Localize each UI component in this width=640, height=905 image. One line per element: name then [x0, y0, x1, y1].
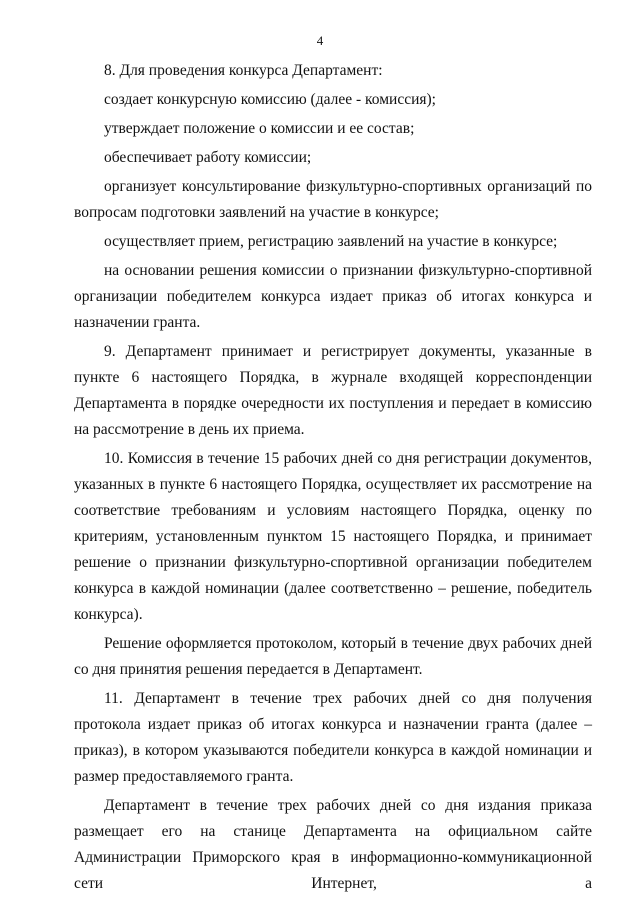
paragraph-11-publication: Департамент в течение трех рабочих дней со дня издания приказа размещает его на станице Департамента на официальном сайте Администрации Приморского края в информационно-коммуникационной сети Интернет, а [74, 797, 592, 892]
paragraph-10-decision: Решение оформляется протоколом, который в течение двух рабочих дней со дня принятия решения передается в Департамент. [74, 635, 592, 678]
document-body [74, 58, 592, 897]
paragraph-8-item-order: на основании решения комиссии о признании физкультурно-спортивной организации победителем конкурса издает приказ об итогах конкурса и назначении гранта. [74, 262, 592, 331]
paragraph-8-item-consulting: организует консультирование физкультурно-спортивных организаций по вопросам подготовки заявлений на участие в конкурсе; [74, 178, 592, 221]
page-number: 4 [316, 33, 324, 48]
paragraph-9: 9. Департамент принимает и регистрирует документы, указанные в пункте 6 настоящего Порядка, в журнале входящей корреспонденции Департамента в порядке очередности их поступления и передает в комиссию на рассмотрение в день их приема. [74, 343, 592, 438]
paragraph-8-item-commission: создает конкурсную комиссию (далее - комиссия); [104, 91, 436, 108]
paragraph-11: 11. Департамент в течение трех рабочих дней со дня получения протокола издает приказ об итогах конкурса и назначении гранта (далее – приказ), в котором указываются победители конкурса в каждой номинации и размер предоставляемого гранта. [74, 690, 592, 785]
paragraph-8-intro: 8. Для проведения конкурса Департамент: [104, 62, 383, 79]
paragraph-8-item-registration: осуществляет прием, регистрацию заявлений на участие в конкурсе; [104, 233, 558, 250]
paragraph-10: 10. Комиссия в течение 15 рабочих дней со дня регистрации документов, указанных в пункте 6 настоящего Порядка, осуществляет их рассмотрение на соответствие требованиям и условиям настоящего Порядка, оценку по критериям, установленным пунктом 15 настоящего Порядка, и принимает решение о признании физкультурно-спортивной организации победителем конкурса в каждой номинации (далее соответственно – решение, победитель конкурса). [74, 450, 592, 623]
paragraph-8-item-work: обеспечивает работу комиссии; [104, 149, 312, 166]
paragraph-8-item-regulation: утверждает положение о комиссии и ее состав; [104, 120, 415, 137]
